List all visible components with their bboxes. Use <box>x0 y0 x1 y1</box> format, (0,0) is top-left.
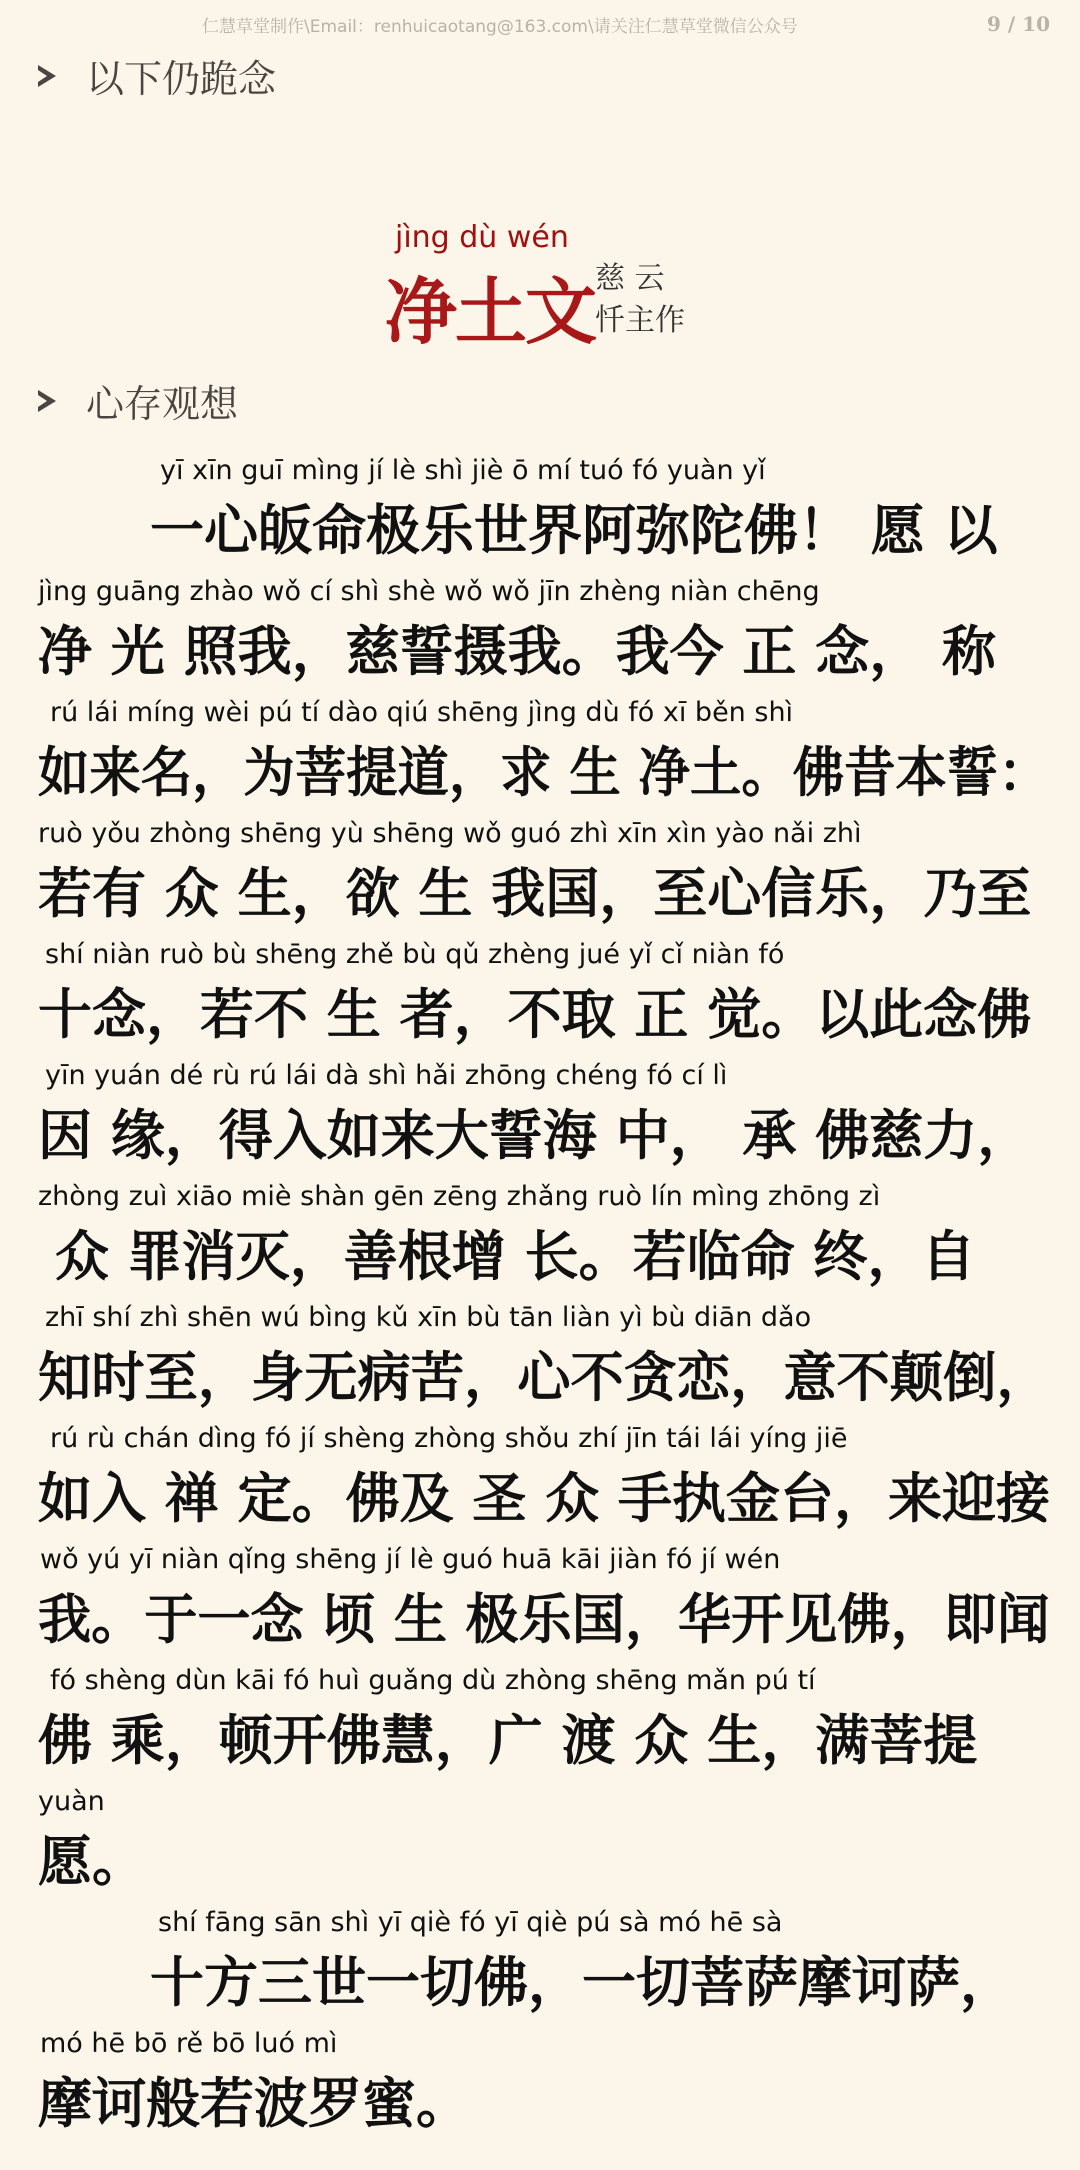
title-pinyin: jìng dù wén <box>395 220 569 255</box>
pinyin-line: ruò yǒu zhòng shēng yù shēng wǒ guó zhì xīn xìn yào nǎi zhì <box>38 818 862 849</box>
page-title: 净土文 <box>385 269 596 354</box>
hanzi-line: 愿。 <box>38 1830 146 1893</box>
hanzi-line: 净 光 照我，慈誓摄我。我今 正 念， 称 <box>38 620 996 683</box>
pinyin-line: yī xīn guī mìng jí lè shì jiè ō mí tuó fó yuàn yǐ <box>160 455 766 486</box>
title-author <box>595 258 685 342</box>
hanzi-line: 一心皈命极乐世界阿弥陀佛！ 愿 以 <box>150 499 998 562</box>
arrow-bullet-icon <box>38 65 56 87</box>
hanzi-line: 十念，若不 生 者，不取 正 觉。以此念佛 <box>38 983 1032 1046</box>
pinyin-line: fó shèng dùn kāi fó huì guǎng dù zhòng shēng mǎn pú tí <box>50 1665 816 1696</box>
pinyin-line: rú rù chán dìng fó jí shèng zhòng shǒu zhí jīn tái lái yíng jiē <box>50 1423 848 1454</box>
pinyin-line: rú lái míng wèi pú tí dào qiú shēng jìng dù fó xī běn shì <box>50 697 794 728</box>
hanzi-line: 十方三世一切佛，一切菩萨摩诃萨， <box>150 1951 1014 2014</box>
pinyin-line: jìng guāng zhào wǒ cí shì shè wǒ wǒ jīn zhèng niàn chēng <box>38 576 820 607</box>
hanzi-line: 若有 众 生，欲 生 我国，至心信乐，乃至 <box>38 862 1032 925</box>
author-line-2: 忏主作 <box>595 303 685 338</box>
pinyin-line: zhī shí zhì shēn wú bìng kǔ xīn bù tān liàn yì bù diān dǎo <box>45 1302 812 1333</box>
hanzi-line: 如入 禅 定。佛及 圣 众 手执金台，来迎接 <box>38 1467 1050 1530</box>
pinyin-line: yīn yuán dé rù rú lái dà shì hǎi zhōng chéng fó cí lì <box>45 1060 728 1091</box>
section-heading-kneel <box>38 50 276 100</box>
hanzi-line: 因 缘，得入如来大誓海 中， 承 佛慈力， <box>38 1104 1032 1167</box>
hanzi-line: 如来名，为菩提道，求 生 净土。佛昔本誓： <box>38 741 1050 804</box>
pinyin-line: wǒ yú yī niàn qǐng shēng jí lè guó huā kāi jiàn fó jí wén <box>40 1544 781 1575</box>
section-heading-text: 以下仍跪念 <box>86 56 277 101</box>
arrow-bullet-icon <box>38 390 56 412</box>
pinyin-line: mó hē bō rě bō luó mì <box>40 2028 338 2059</box>
author-line-1: 慈 云 <box>595 261 665 296</box>
pinyin-line: shí fāng sān shì yī qiè fó yī qiè pú sà mó hē sà <box>158 1907 783 1938</box>
hanzi-line: 知时至，身无病苦，心不贪恋，意不颠倒， <box>38 1346 1050 1409</box>
hanzi-line: 我。于一念 顷 生 极乐国，华开见佛，即闻 <box>38 1588 1050 1651</box>
hanzi-line: 众 罪消灭，善根增 长。若临命 终，自 <box>55 1225 976 1288</box>
page-number: 9 / 10 <box>987 12 1050 36</box>
hanzi-line: 佛 乘，顿开佛慧，广 渡 众 生，满菩提 <box>38 1709 978 1772</box>
credit-text: 仁慧草堂制作\Email：renhuicaotang@163.com\请关注仁慧草堂微信公众号 <box>202 17 798 37</box>
page-header <box>0 10 1080 40</box>
section-heading-text: 心存观想 <box>86 381 239 426</box>
hanzi-line: 摩诃般若波罗蜜。 <box>38 2072 470 2135</box>
section-heading-contemplate <box>38 375 238 425</box>
pinyin-line: yuàn <box>38 1786 105 1817</box>
pinyin-line: shí niàn ruò bù shēng zhě bù qǔ zhèng jué yǐ cǐ niàn fó <box>45 939 785 970</box>
pinyin-line: zhòng zuì xiāo miè shàn gēn zēng zhǎng ruò lín mìng zhōng zì <box>38 1181 881 1212</box>
